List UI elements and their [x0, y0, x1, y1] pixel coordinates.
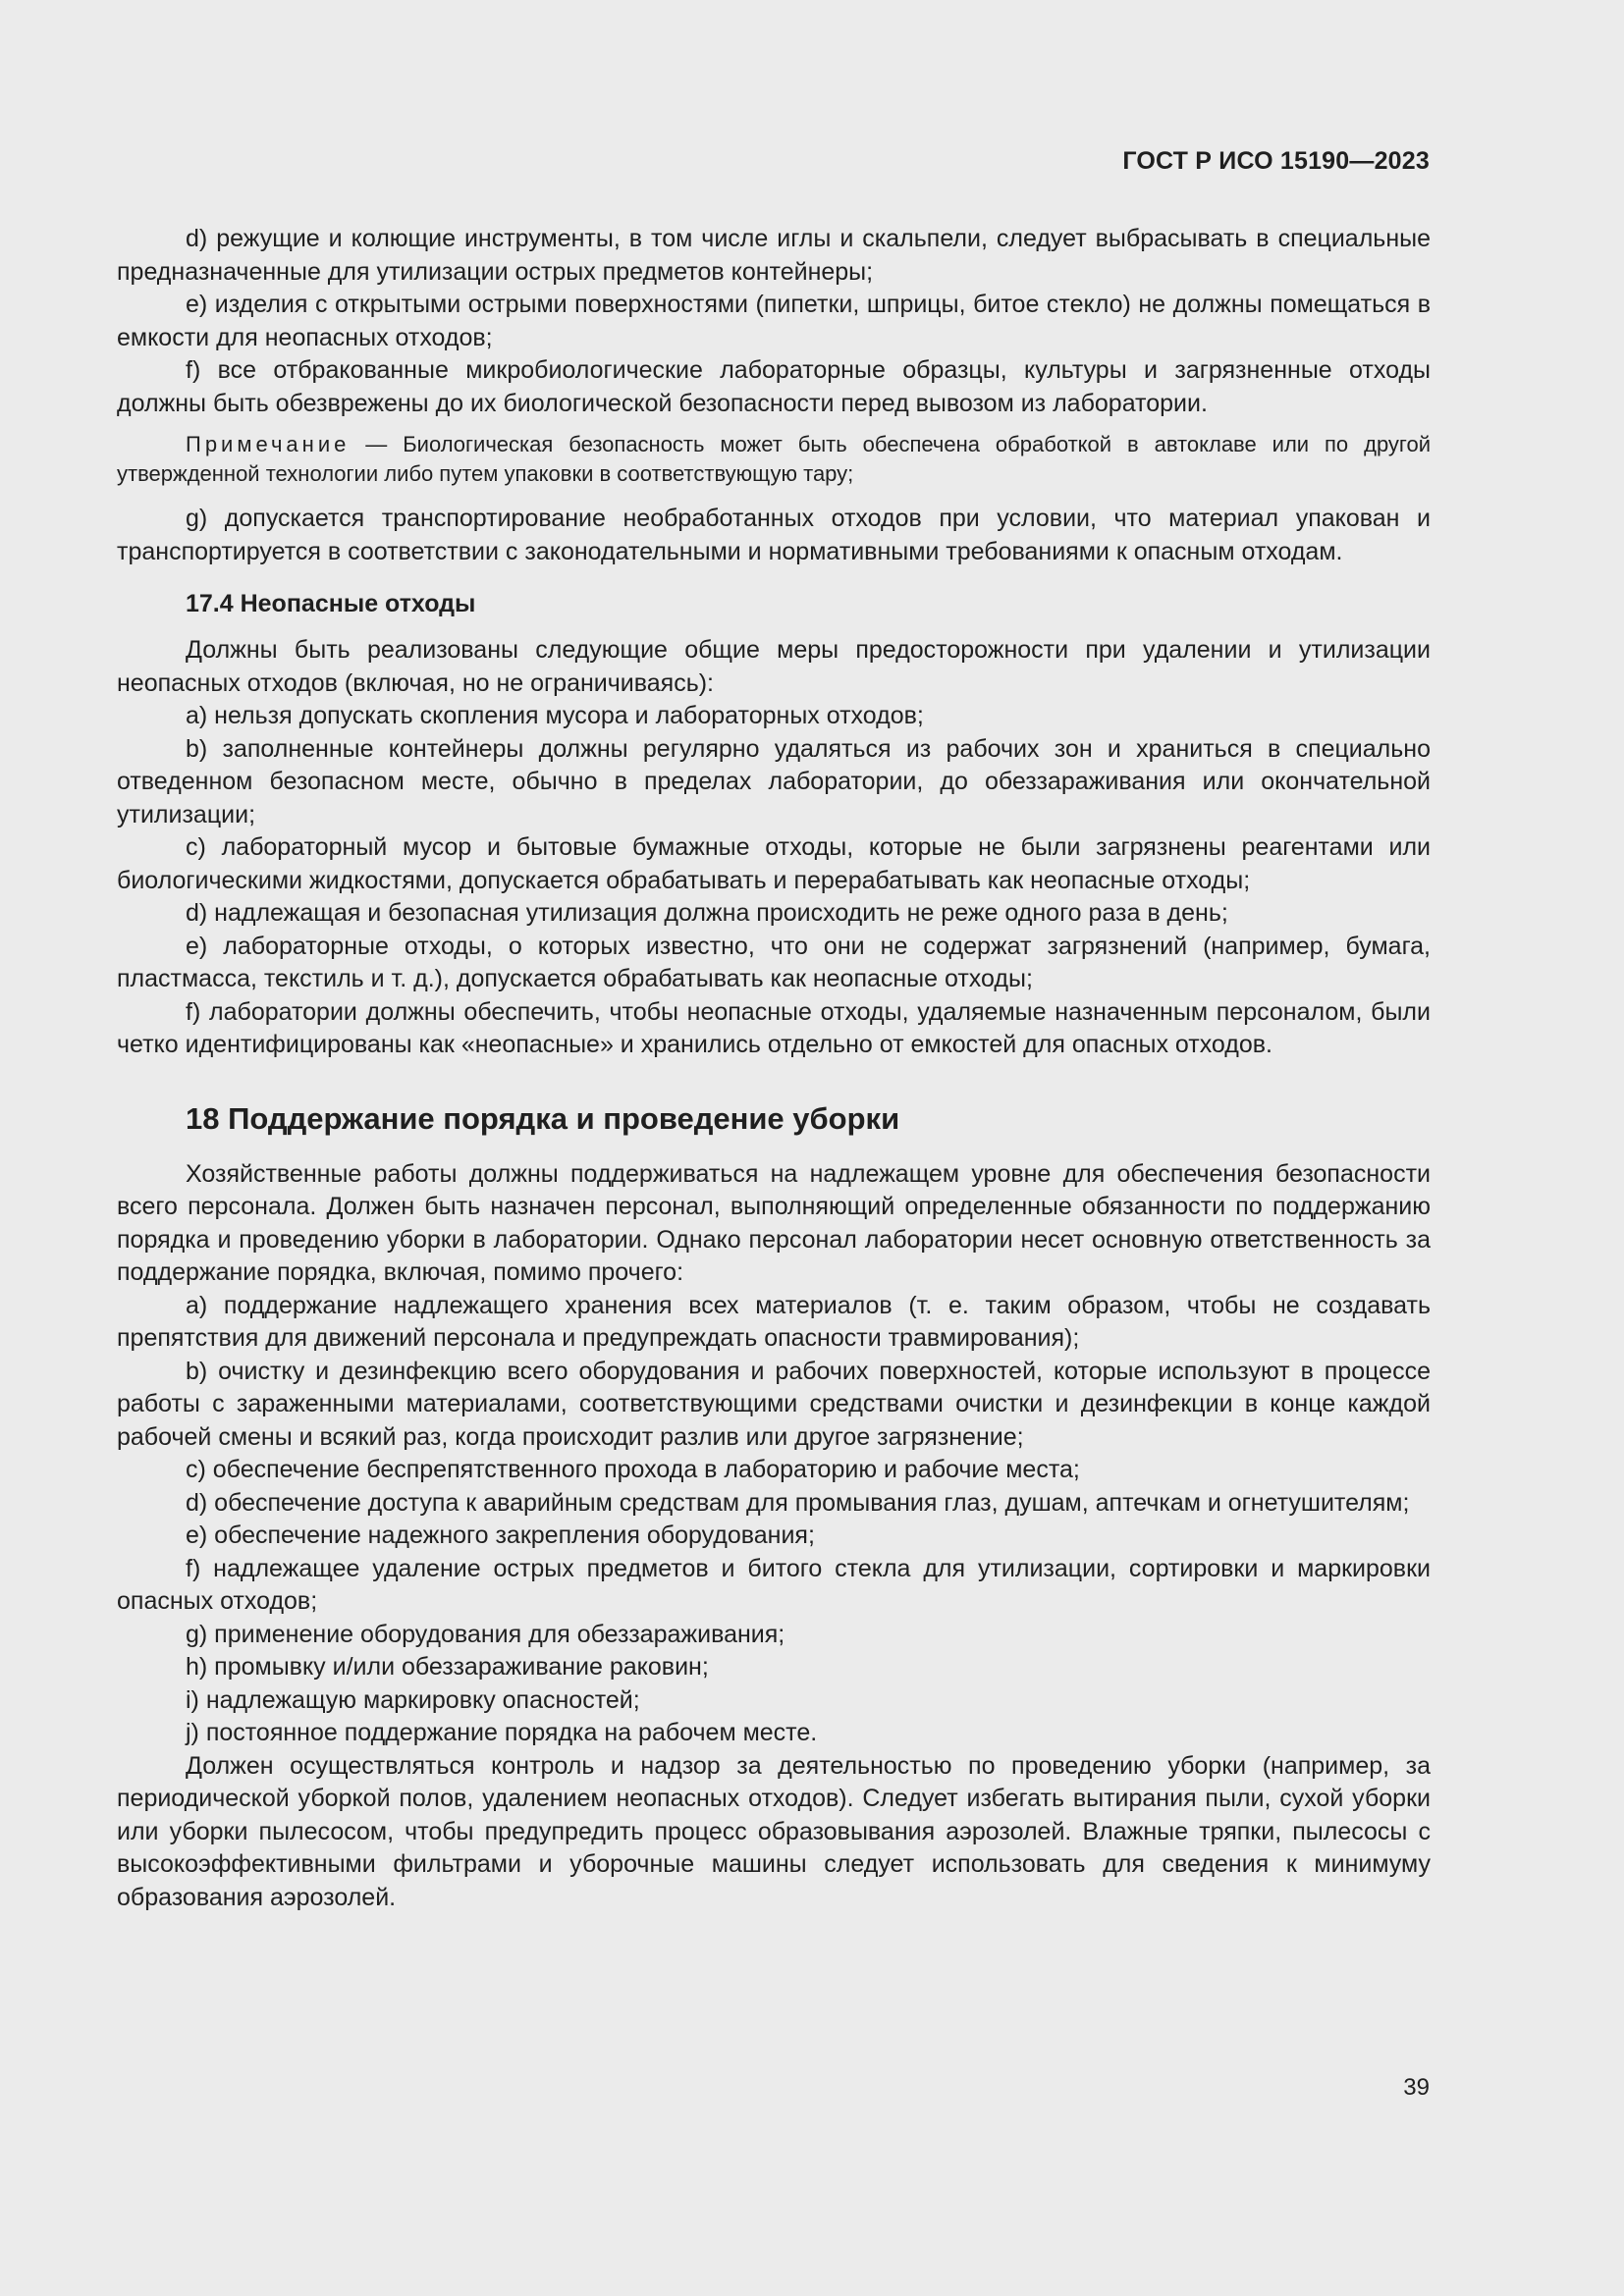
section-18-item-h: h) промывку и/или обеззараживание раковин;	[186, 1653, 709, 1681]
section-18-item-b: b) очистку и дезинфекцию всего оборудования и рабочих поверхностей, которые используют в процессе работы с зараженными материалами, соответствующими средствами очистки и дезинфекции в конце каждой рабочей смены и всякий раз, когда происходит разлив или другое загрязнение;	[117, 1357, 1431, 1451]
section-18-item-g: g) применение оборудования для обеззараживания;	[186, 1620, 785, 1648]
note-text: — Биологическая безопасность может быть обеспечена обработкой в автоклаве или по другой утвержденной технологии либо путем упаковки в соответствующую тару;	[117, 432, 1431, 486]
list-item-d: d) режущие и колющие инструменты, в том числе иглы и скальпели, следует выбрасывать в специальные предназначенные для утилизации острых предметов контейнеры;	[117, 225, 1431, 286]
document-header-code: ГОСТ Р ИСО 15190—2023	[1122, 147, 1430, 175]
note-paragraph	[117, 430, 1431, 489]
section-17-4-item-b: b) заполненные контейнеры должны регулярно удаляться из рабочих зон и храниться в специально отведенном безопасном месте, обычно в пределах лаборатории, до обеззараживания или окончательной утилизации;	[117, 734, 1431, 828]
section-17-4-heading: 17.4 Неопасные отходы	[186, 590, 476, 617]
section-18-item-j: j) постоянное поддержание порядка на рабочем месте.	[186, 1719, 818, 1746]
section-17-4-item-e: e) лабораторные отходы, о которых известно, что они не содержат загрязнений (например, бумага, пластмасса, текстиль и т. д.), допускается обрабатывать как неопасные отходы;	[117, 932, 1431, 992]
section-18-intro: Хозяйственные работы должны поддерживаться на надлежащем уровне для обеспечения безопасности всего персонала. Должен быть назначен персонал, выполняющий определенные обязанности по поддержанию порядка и проведению уборки в лаборатории. Однако персонал лаборатории несет основную ответственность за поддержание порядка, включая, помимо прочего:	[117, 1159, 1431, 1286]
section-18-item-a: a) поддержание надлежащего хранения всех материалов (т. е. таким образом, чтобы не создавать препятствия для движений персонала и предупреждать опасности травмирования);	[117, 1291, 1431, 1352]
page-body	[117, 223, 1431, 1914]
section-18-heading: 18 Поддержание порядка и проведение уборки	[186, 1100, 900, 1136]
section-17-4-intro: Должны быть реализованы следующие общие меры предосторожности при удалении и утилизации неопасных отходов (включая, но не ограничиваясь):	[117, 636, 1431, 697]
section-18-closing: Должен осуществляться контроль и надзор за деятельностью по проведению уборки (например, за периодической уборкой полов, удалением неопасных отходов). Следует избегать вытирания пыли, сухой уборки или уборки пылесосом, чтобы предупредить процесс образовывания аэрозолей. Влажные тряпки, пылесосы с высокоэффективными фильтрами и уборочные машины следует использовать для сведения к минимуму образования аэрозолей.	[117, 1751, 1431, 1911]
section-17-4-item-a: a) нельзя допускать скопления мусора и лабораторных отходов;	[186, 702, 924, 729]
section-18-item-d: d) обеспечение доступа к аварийным средствам для промывания глаз, душам, аптечкам и огнетушителям;	[186, 1488, 1410, 1517]
page-number: 39	[1403, 2074, 1430, 2101]
section-18-item-f: f) надлежащее удаление острых предметов и битого стекла для утилизации, сортировки и маркировки опасных отходов;	[117, 1554, 1431, 1615]
list-item-f: f) все отбракованные микробиологические лабораторные образцы, культуры и загрязненные отходы должны быть обезврежены до их биологической безопасности перед вывозом из лаборатории.	[117, 356, 1431, 417]
section-17-4-item-f: f) лаборатории должны обеспечить, чтобы неопасные отходы, удаляемые назначенным персоналом, были четко идентифицированы как «неопасные» и хранились отдельно от емкостей для опасных отходов.	[117, 997, 1431, 1058]
section-18-item-c: c) обеспечение беспрепятственного прохода в лабораторию и рабочие места;	[186, 1456, 1080, 1483]
list-item-g: g) допускается транспортирование необработанных отходов при условии, что материал упакован и транспортируется в соответствии с законодательными и нормативными требованиями к опасным отходам.	[117, 505, 1431, 565]
section-18-item-e: e) обеспечение надежного закрепления оборудования;	[186, 1522, 815, 1549]
list-item-e: e) изделия с открытыми острыми поверхностями (пипетки, шприцы, битое стекло) не должны помещаться в емкости для неопасных отходов;	[117, 291, 1431, 351]
section-17-4-item-d: d) надлежащая и безопасная утилизация должна происходить не реже одного раза в день;	[186, 899, 1228, 927]
section-17-4-item-c: c) лабораторный мусор и бытовые бумажные отходы, которые не были загрязнены реагентами или биологическими жидкостями, допускается обрабатывать и перерабатывать как неопасные отходы;	[117, 833, 1431, 894]
section-18-item-i: i) надлежащую маркировку опасностей;	[186, 1685, 640, 1714]
note-label: Примечание	[186, 432, 351, 456]
